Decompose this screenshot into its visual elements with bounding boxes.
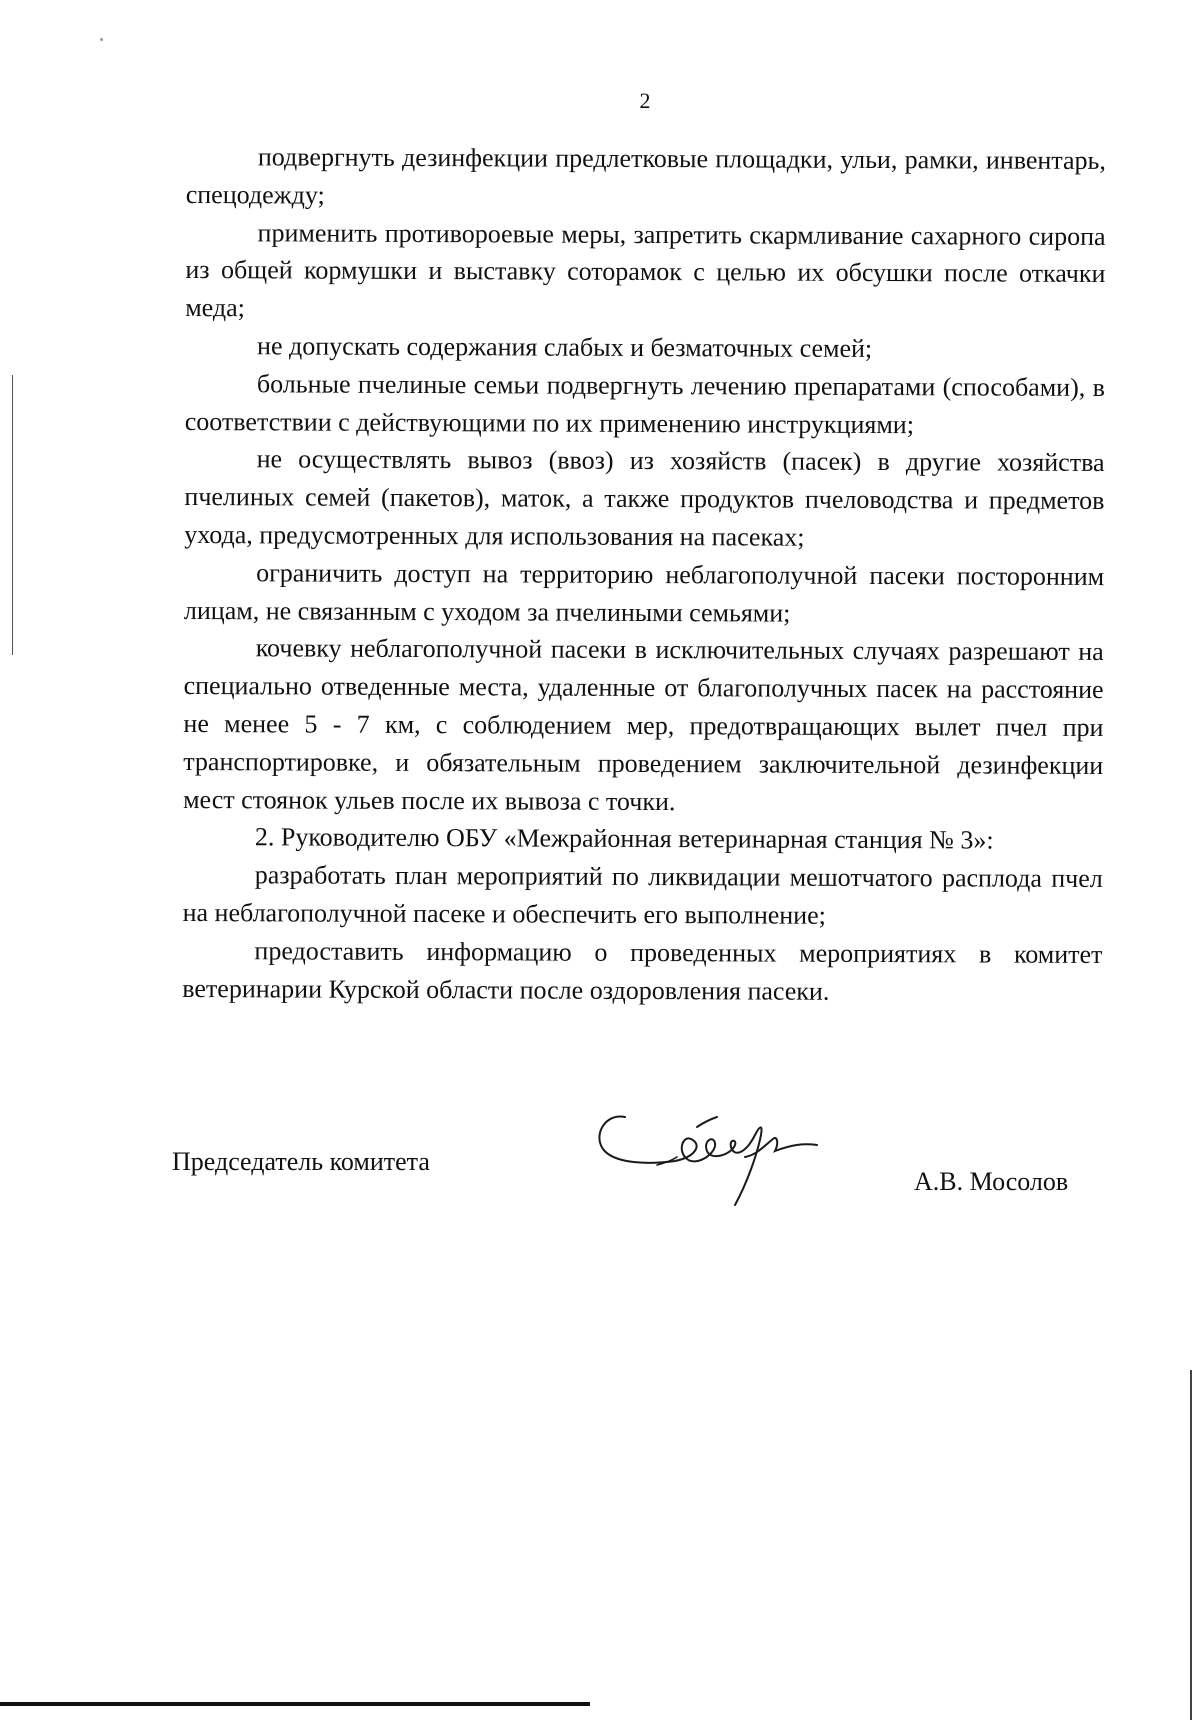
paragraph: больные пчелиные семьи подвергнуть лечению препаратами (способами), в соответствии с действующими по их применению инструкциями; <box>184 369 1105 439</box>
page-number: 2 <box>639 88 651 113</box>
bottom-rule <box>0 1702 590 1706</box>
signer-name: А.В. Мосолов <box>914 1167 1069 1196</box>
paragraph: предоставить информацию о проведенных мероприятиях в комитет ветеринарии Курской области после оздоровления пасеки. <box>182 936 1103 1006</box>
handwritten-signature <box>585 1105 855 1225</box>
paragraph: кочевку неблагополучной пасеки в исключительных случаях разрешают на специально отведенные места, удаленные от благополучных пасек на расстояние не менее 5 - 7 км, с соблюдением мер, предотвращающих вылет пчел при транспортировке, и обязательным проведением заключительной дезинфекции мест стоянок ульев после их вывоза с точки. <box>183 633 1104 816</box>
scan-margin-line <box>1190 1370 1192 1720</box>
section-heading: 2. Руководителю ОБУ «Межрайонная ветеринарная станция № 3»: <box>254 822 994 855</box>
signer-title: Председатель комитета <box>172 1147 430 1176</box>
paragraph: не допускать содержания слабых и безматочных семей; <box>257 331 873 363</box>
paragraph: ограничить доступ на территорию неблагополучной пасеки посторонним лицам, не связанным с уходом за пчелиными семьями; <box>183 558 1105 628</box>
paragraph: разработать план мероприятий по ликвидации мешотчатого расплода пчел на неблагополучной пасеке и обеспечить его выполнение; <box>182 860 1103 930</box>
document-body <box>182 138 1106 1011</box>
paragraph: не осуществлять вывоз (ввоз) из хозяйств (пасек) в другие хозяйства пчелиных семей (пакетов), маток, а также продуктов пчеловодства и предметов ухода, предусмотренных для использования на пасеках; <box>184 444 1105 552</box>
scan-margin-line <box>12 375 13 655</box>
paragraph: подвергнуть дезинфекции предлетковые площадки, ульи, рамки, инвентарь, спецодежду; <box>185 142 1106 210</box>
paragraph: применить противороевые меры, запретить скармливание сахарного сиропа из общей кормушки и выставку соторамок с целью их обсушки после откачки меда; <box>185 217 1106 323</box>
scan-speck <box>100 38 103 41</box>
signature-block <box>0 1105 1200 1245</box>
